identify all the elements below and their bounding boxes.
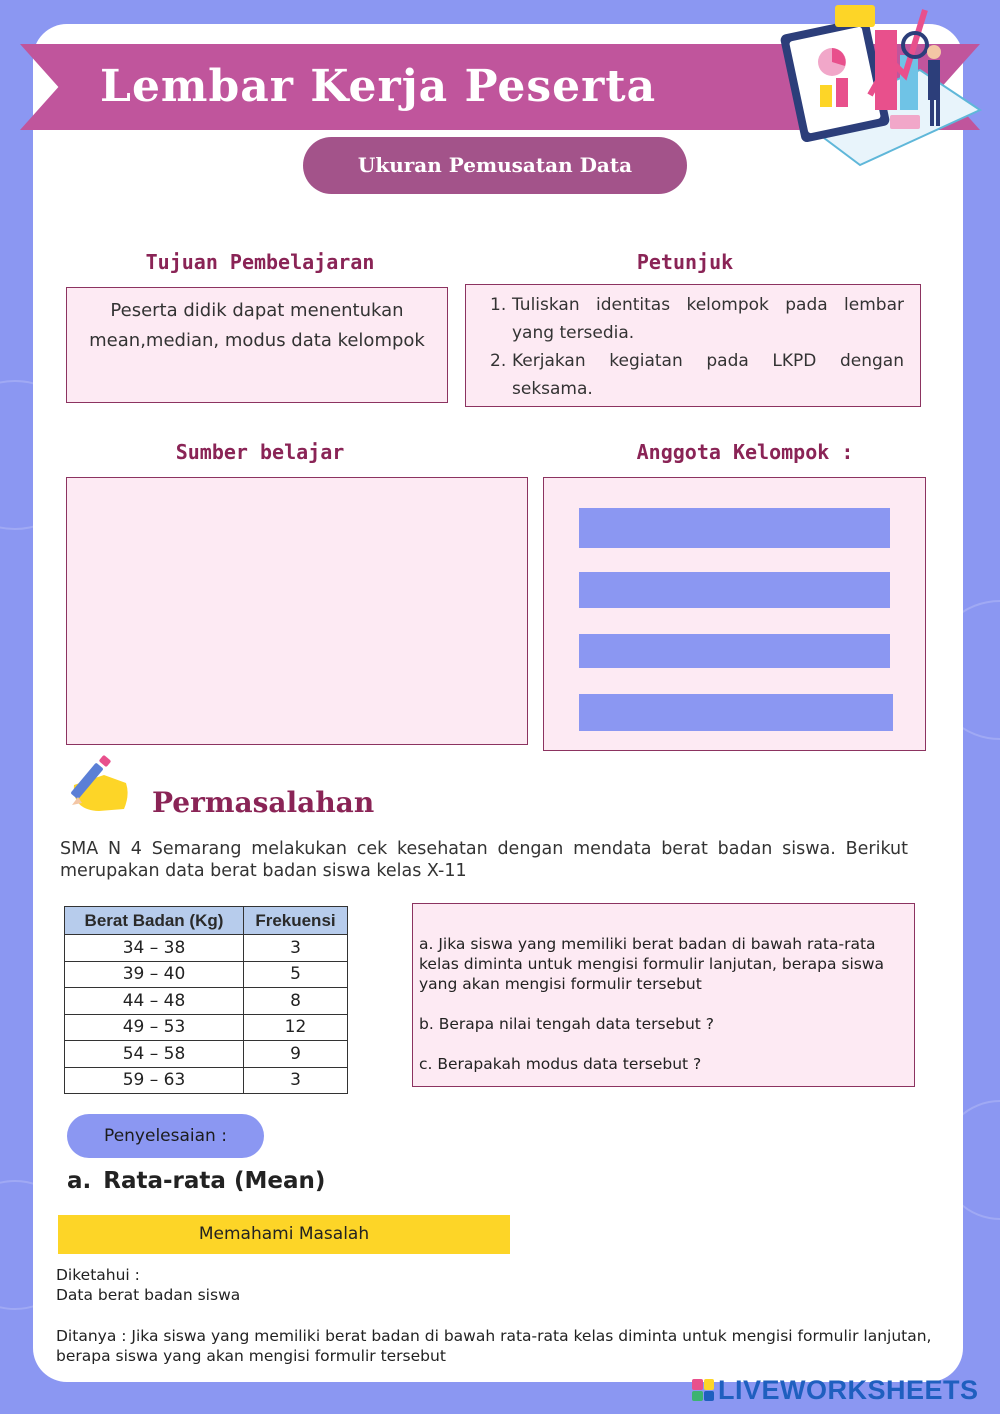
instruction-item [490, 291, 904, 347]
problem-text: SMA N 4 Semarang melakukan cek kesehatan dengan mendata berat badan siswa. Berikut merupakan data berat badan siswa kelas X-11 [60, 839, 908, 881]
subtitle-pill: Ukuran Pemusatan Data [303, 137, 687, 194]
instruction-item [490, 347, 904, 403]
question-a: a. Jika siswa yang memiliki berat badan di bawah rata-rata kelas diminta untuk mengisi formulir lanjutan, berapa siswa yang akan mengisi formulir tersebut [419, 935, 885, 993]
member-name-field[interactable] [579, 634, 890, 668]
instruction-text: Kerjakan kegiatan pada LKPD dengan seksama. [512, 351, 904, 399]
known-text: Data berat badan siswa [56, 1286, 241, 1304]
weight-table [64, 906, 348, 1094]
table-header-row [65, 907, 348, 935]
instructions-list [466, 285, 920, 409]
liveworksheets-mark-icon [692, 1379, 714, 1401]
table-cell: 5 [243, 961, 347, 988]
question-c: c. Berapakah modus data tersebut ? [419, 1055, 702, 1073]
table-cell: 3 [243, 935, 347, 962]
understand-problem-bar: Memahami Masalah [58, 1215, 510, 1254]
table-cell: 12 [243, 1014, 347, 1041]
members-heading: Anggota Kelompok : [636, 440, 854, 464]
table-cell: 39 – 40 [65, 961, 244, 988]
table-row [65, 1067, 348, 1094]
instruction-number: 2. [490, 351, 507, 371]
known-label: Diketahui : [56, 1266, 140, 1284]
pencil-icon [64, 755, 132, 815]
problem-heading: Permasalahan [152, 786, 375, 819]
table-row [65, 935, 348, 962]
table-header-frequency: Frekuensi [243, 907, 347, 935]
question-b: b. Berapa nilai tengah data tersebut ? [419, 1015, 715, 1033]
table-row [65, 1041, 348, 1068]
page-title: Lembar Kerja Peserta Didik [100, 61, 657, 182]
mean-heading [67, 1168, 325, 1194]
instructions-box [465, 284, 921, 407]
table-cell: 54 – 58 [65, 1041, 244, 1068]
table-cell: 8 [243, 988, 347, 1015]
table-row [65, 961, 348, 988]
member-name-field[interactable] [579, 694, 893, 731]
solution-pill: Penyelesaian : [67, 1114, 264, 1158]
table-cell: 34 – 38 [65, 935, 244, 962]
table-cell: 3 [243, 1067, 347, 1094]
member-name-field[interactable] [579, 572, 890, 608]
footer-brand: LIVEWORKSHEETS [718, 1374, 979, 1405]
mean-title: Rata-rata (Mean) [103, 1168, 326, 1194]
goals-text: Peserta didik dapat menentukan mean,median, modus data kelompok [89, 300, 425, 351]
table-header-weight: Berat Badan (Kg) [65, 907, 244, 935]
data-analytics-illustration [780, 0, 990, 180]
instruction-number: 1. [490, 295, 507, 315]
sources-heading: Sumber belajar [175, 440, 345, 464]
instructions-heading: Petunjuk [636, 250, 734, 274]
member-name-field[interactable] [579, 508, 890, 548]
table-cell: 49 – 53 [65, 1014, 244, 1041]
liveworksheets-logo[interactable] [692, 1374, 979, 1406]
sources-box[interactable] [66, 477, 528, 745]
mean-label: a. [67, 1168, 92, 1194]
asked-text: Ditanya : Jika siswa yang memiliki berat badan di bawah rata-rata kelas diminta untuk mengisi formulir lanjutan, berapa siswa yang akan mengisi formulir tersebut [56, 1327, 932, 1365]
questions-box [412, 903, 915, 1087]
table-cell: 59 – 63 [65, 1067, 244, 1094]
instruction-text: Tuliskan identitas kelompok pada lembar yang tersedia. [512, 295, 904, 343]
table-row [65, 988, 348, 1015]
table-cell: 44 – 48 [65, 988, 244, 1015]
goals-heading: Tujuan Pembelajaran [145, 250, 375, 274]
table-row [65, 1014, 348, 1041]
table-cell: 9 [243, 1041, 347, 1068]
goals-box [66, 287, 448, 403]
